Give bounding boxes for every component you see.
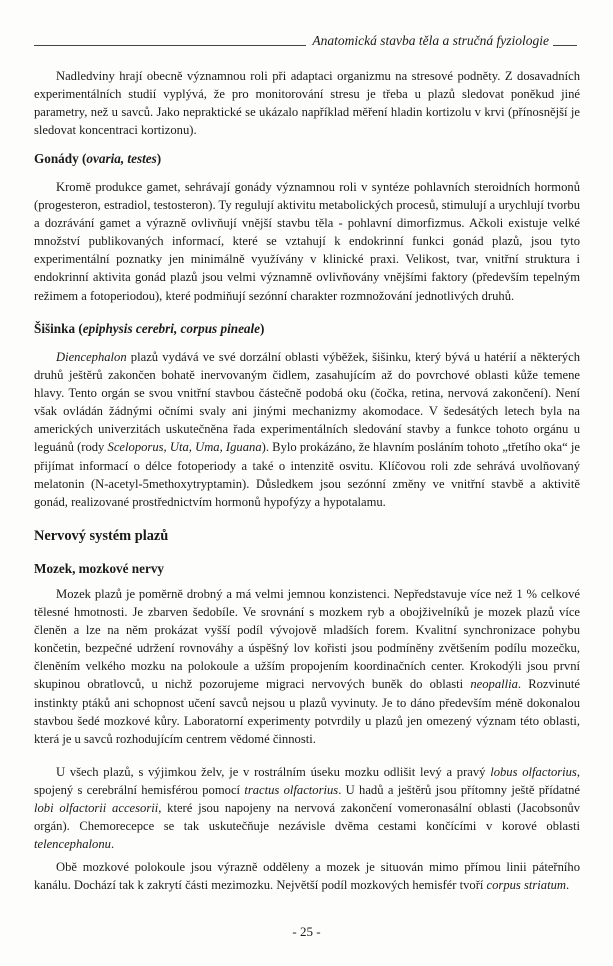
pineal-text-1: plazů vydává ve své dorzální oblasti výběžek, šišinku, který bývá u hatérií a některých druhů ještěrů zakončen bohatě inervovaným čidlem, zasahujícím až do povrchové oblasti kůže temene hlavy. Tento orgán se svou vnitřní stavbou částečně podobá oku (čočka, retina, nervová zakončení). Není však ovládán žádnými očními svaly ani jinými mechanizmy akomodace. V šedesátých letech byla na amerických univerzitách uskutečněna řada experimentálních sledování stavby a funkce tohoto orgánu u leguánů (rody — [34, 350, 580, 455]
heading-pineal — [34, 320, 580, 338]
pineal-heading-block — [34, 320, 580, 338]
olfactory-text-4: , které jsou napojeny na nervová zakončení vomeronasální oblasti (Jacobsonův orgán). Chemorecepce se tak uskutečňuje nezávisle dvěma cestami končícími v korové oblasti — [34, 801, 580, 834]
paragraph-adrenals-block — [34, 67, 580, 139]
page-number: - 25 - — [292, 924, 321, 939]
heading-gonads — [34, 150, 580, 168]
brain-text-1: Mozek plazů je poměrně drobný a má velmi jemnou konzistenci. Nepředstavuje více než 1 % celkové tělesné hmotnosti. Je zbarven šedobíle. Ve srovnání s mozkem ryb a obojživelníků je mozek plazů více členěn a lze na něm prokázat vyšší podíl vývojově mladších forem. Kvalitní synchronizace pohybu končetin, bezpečné udržení rovnováhy a úspěšný lov kořisti jsou podmíněny zvětšením podílu mozečku, členěním velkého mozku na polokoule a užším propojením koordinačních center. Krokodýli jsou první skupinou obratlovců, u nichž pozorujeme migraci nervových buněk do oblasti — [34, 587, 580, 692]
paragraph-brain — [34, 585, 580, 748]
term-telencephalon: telencephalonu — [34, 837, 111, 852]
term-lobus-olfactorius: lobus olfactorius — [490, 765, 577, 779]
heading-gonads-close: ) — [156, 151, 162, 166]
heading-gonads-text: Gonády ( — [34, 151, 87, 166]
paragraph-gonads-block — [34, 178, 580, 305]
running-title: Anatomická stavba těla a stručná fyziologie — [306, 32, 553, 50]
olfactory-text-2: , spojený s cerebrální hemisférou pomocí — [34, 765, 580, 798]
heading-pineal-text: Šišinka ( — [34, 321, 83, 336]
term-tractus-olfactorius: tractus olfactorius — [244, 783, 339, 798]
olfactory-text-5: . — [110, 837, 115, 852]
paragraph-pineal — [34, 348, 580, 511]
heading-brain: Mozek, mozkové nervy — [34, 561, 165, 576]
brain-heading-block — [34, 560, 580, 578]
olfactory-text-1: U všech plazů, s výjimkou želv, je v rostrálním úseku mozku odlišit levý a pravý — [56, 765, 491, 779]
running-header — [34, 28, 577, 50]
heading-pineal-latin: epiphysis cerebri, corpus pineale — [82, 321, 261, 336]
paragraph-olfactory-block — [34, 763, 580, 853]
paragraph-brain-block — [34, 585, 580, 748]
paragraph-gonads: Kromě produkce gamet, sehrávají gonády významnou roli v syntéze pohlavních steroidních hormonů (progesteron, estradiol, testosteron). Ty regulují aktivitu metabolických procesů, stimulují a urychlují tvorbu a dozrávání gamet a výrazně ovlivňují vnější stavbu těla - pohlavní dimorfizmus. Ačkoli existuje velké množství publikovaných informací, které se vztahují k endokrinní funkci gonád plazů, jsou tyto experimentální poznatky jen minimálně využívány v klinické praxi. Velikost, tvar, vnitřní struktura i endokrinní aktivita gonád plazů jsou velmi významně ovlivňovány vnějšími faktory (především tepelným režimem a fotoperiodou), které podmiňují sezónní charakter rozmnožování jednotlivých druhů. — [34, 180, 580, 303]
nervous-heading-block — [34, 526, 580, 546]
heading-nervous-system: Nervový systém plazů — [34, 528, 169, 544]
paragraph-olfactory — [34, 763, 580, 853]
olfactory-text-3: . U hadů a ještěrů jsou přítomny ještě přídatné — [338, 783, 580, 798]
heading-pineal-close: ) — [260, 321, 265, 336]
paragraph-hemispheres-block — [34, 858, 580, 894]
paragraph-hemispheres — [34, 858, 580, 894]
paragraph-adrenals: Nadledviny hrají obecně významnou roli při adaptaci organizmu na stresové podněty. Z dosavadních experimentálních studií vyplývá, že pro monitorování stresu je třeba u plazů sledovat poněkud jiné parametry, než u savců. Jako nepraktické se ukázalo například měření hladin kortizolu v krvi (přínosnější je sledovat koncentraci kortizonu). — [34, 69, 580, 138]
pineal-text-2: ). Bylo prokázáno, že hlavním posláním tohoto „třetího oka“ je přijímat informací o délce fotoperiody a také o intenzitě osvitu. Klíčovou roli zde sehrává uvolňovaný melatonin (N-acetyl-5methoxytryptamin). Důsledkem jsou sezónní změny ve vnitřní stavbě a aktivitě gonád, realizované prostřednictvím hormonů hypofýzy a hypotalamu. — [34, 440, 580, 509]
term-neopallia: neopallia — [470, 677, 518, 692]
heading-gonads-latin: ovaria, testes — [86, 151, 157, 166]
paragraph-pineal-block — [34, 348, 580, 511]
term-genera: Sceloporus, Uta, Uma, Iguana — [107, 440, 262, 455]
hemispheres-text-2: . — [565, 878, 570, 893]
gonads-heading-block — [34, 150, 580, 168]
hemispheres-text-1: Obě mozkové polokoule jsou výrazně odděleny a mozek je situován mimo přímou linii páteřního kanálu. Dochází tak k zakrytí části mezimozku. Největší podíl mozkových hemisfér tvoří — [34, 860, 580, 893]
term-diencephalon: Diencephalon — [56, 350, 127, 364]
term-lobi-accesorii: lobi olfactorii accesorii — [34, 801, 159, 816]
term-corpus-striatum: corpus striatum — [486, 878, 566, 893]
brain-text-2: . Rozvinuté instinkty ptáků ani schopnost učení savců nejsou u plazů vyvinuty. Je to dáno především méně dokonalou stavbou šedé mozkové kůry. Laboratorní experimenty potvrdily u plazů jen omezený význam této oblasti, která je u savců rozhodujícím centrem vědomé činnosti. — [34, 677, 580, 746]
